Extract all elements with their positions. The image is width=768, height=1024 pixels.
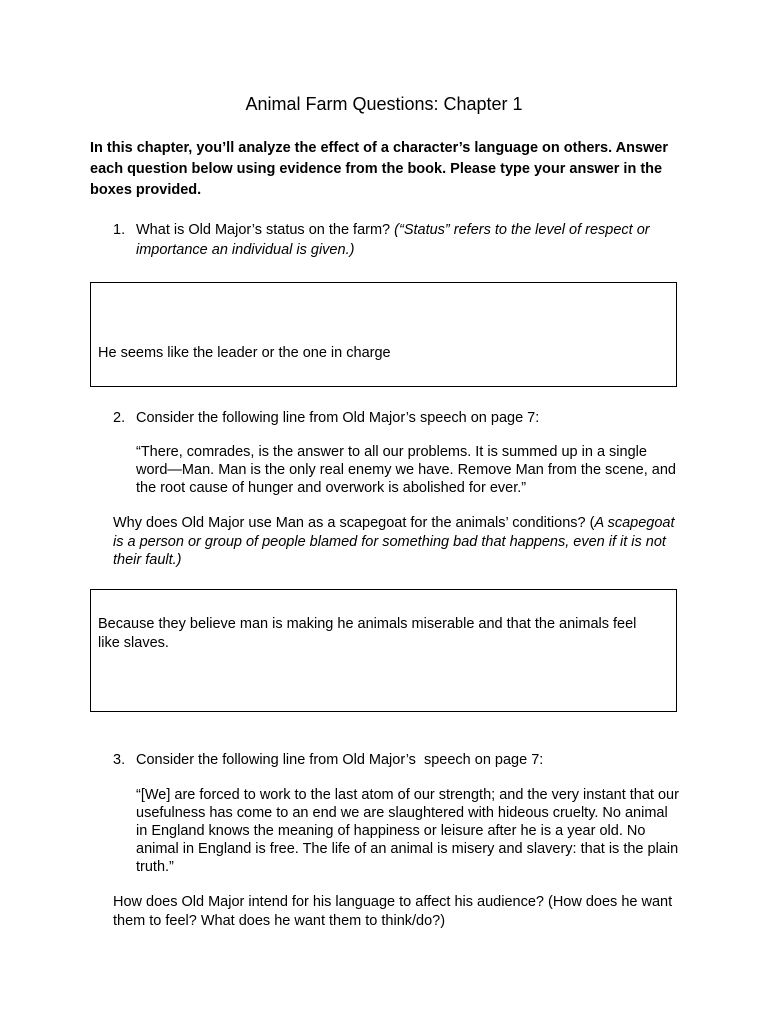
question-2-followup-text: Why does Old Major use Man as a scapegoat for the animals’ conditions? (	[113, 515, 595, 531]
question-3-followup: How does Old Major intend for his language to affect his audience? (How does he want them to feel? What does he want them to think/do?)	[113, 894, 673, 929]
instructions: In this chapter, you’ll analyze the effect of a character’s language on others. Answer each question below using evidence from the book. Please type your answer in the boxes provided.	[90, 140, 669, 198]
question-2-number: 2.	[113, 410, 126, 426]
question-2-followup	[113, 514, 683, 570]
question-3-prompt: Consider the following line from Old Major’s speech on page 7:	[136, 752, 544, 768]
answer-2-text[interactable]: Because they believe man is making he animals miserable and that the animals feel like slaves.	[98, 616, 637, 651]
question-1-number: 1.	[113, 222, 126, 238]
question-2-prompt: Consider the following line from Old Major’s speech on page 7:	[136, 410, 540, 426]
question-3-number: 3.	[113, 752, 126, 768]
question-1-prompt: What is Old Major’s status on the farm?	[136, 222, 391, 238]
answer-box-2[interactable]	[90, 589, 677, 712]
page-title: Animal Farm Questions: Chapter 1	[245, 94, 523, 114]
answer-box-1[interactable]	[90, 282, 677, 387]
question-2-followup-note: A scapegoat is a person or group of people blamed for something bad that happens, even if it is not their fault.)	[113, 515, 675, 568]
question-3-quote: “[We] are forced to work to the last atom of our strength; and the very instant that our usefulness has come to an end we are slaughtered with hideous cruelty. No animal in England knows the meaning of happiness or leisure after he is a year old. No animal in England is free. The life of an animal is misery and slavery: that is the plain truth.”	[136, 787, 679, 875]
question-1-text	[136, 220, 684, 260]
question-1-note: (“Status” refers to the level of respect or importance an individual is given.)	[136, 222, 650, 258]
answer-1-text[interactable]: He seems like the leader or the one in charge	[98, 345, 391, 361]
question-2-quote: “There, comrades, is the answer to all our problems. It is summed up in a single word—Man. Man is the only real enemy we have. Remove Man from the scene, and the root cause of hunger and overwork is abolished for ever.”	[136, 444, 676, 496]
